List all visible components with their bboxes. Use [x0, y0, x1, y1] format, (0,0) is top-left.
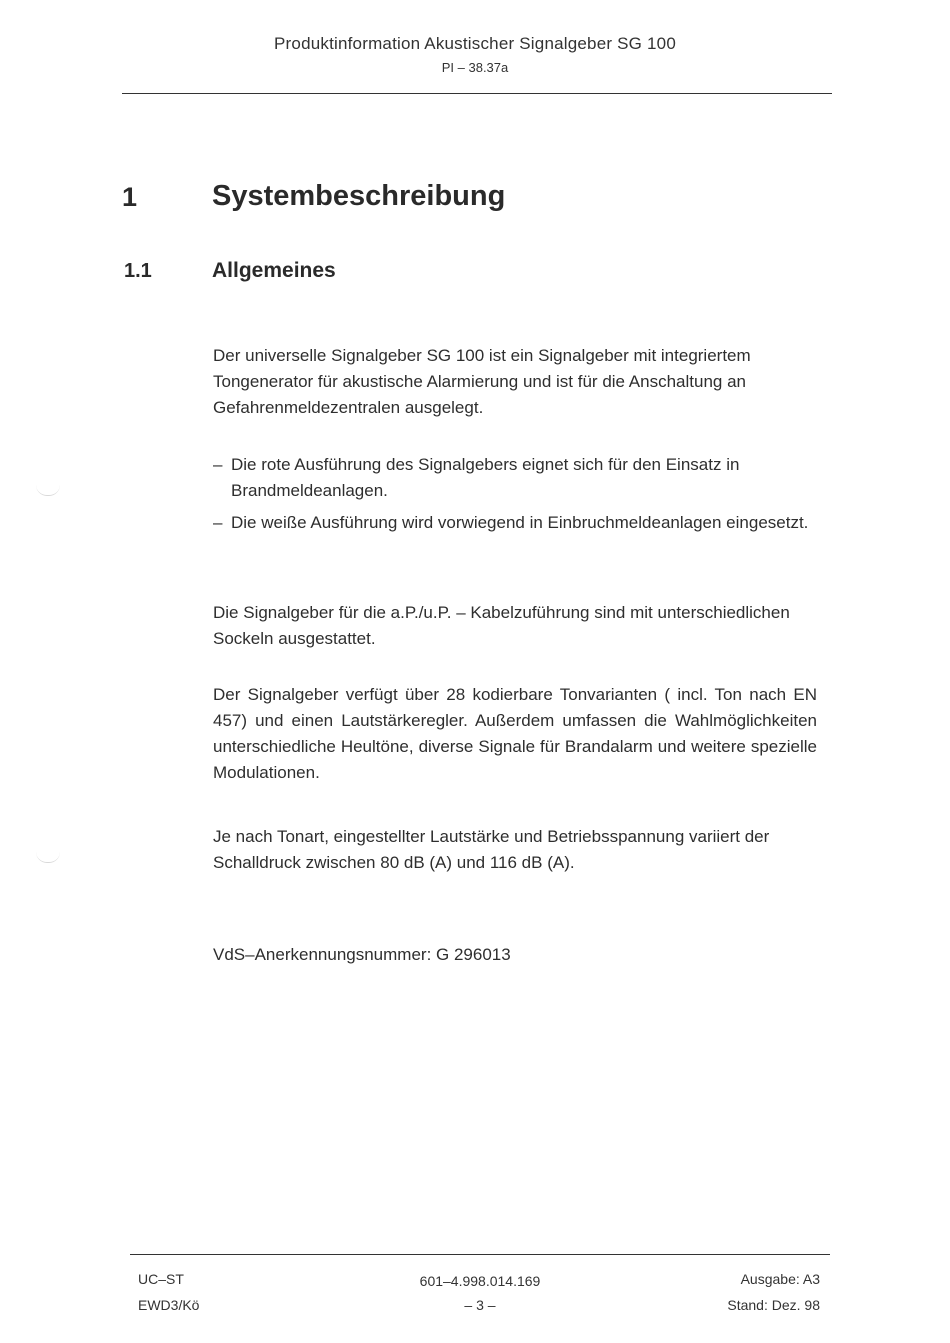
footer-page-number: – 3 –: [464, 1297, 496, 1313]
footer-document-id: 601–4.998.014.169: [419, 1273, 541, 1289]
subsection-title: Allgemeines: [212, 259, 336, 282]
section-number: 1: [122, 182, 138, 212]
list-item-text: Die weiße Ausführung wird vorwiegend in Einbruchmeldeanlagen eingesetzt.: [231, 513, 809, 532]
footer-department: UC–ST: [138, 1271, 184, 1287]
paragraph-sound-pressure: Je nach Tonart, eingestellter Lautstärke und Betriebsspannung variiert der Schalldruck zwischen 80 dB (A) und 116 dB (A).: [213, 827, 770, 872]
paragraph-intro: Der universelle Signalgeber SG 100 ist ein Signalgeber mit integriertem Tongenerator für akustische Alarmierung und ist für die Anschaltung an Gefahrenmeldezentralen ausgelegt.: [213, 346, 751, 417]
paragraph-tone-variants: Der Signalgeber verfügt über 28 kodierbare Tonvarianten ( incl. Ton nach EN 457) und einen Lautstärkeregler. Außerdem umfassen die Wahlmöglichkeiten unterschiedliche Heultöne, diverse Signale für Brandalarm und weitere spezielle Modulationen.: [213, 685, 817, 782]
header-document-number: PI – 38.37a: [441, 60, 509, 75]
punch-hole-mark: [36, 485, 60, 496]
footer-author: EWD3/Kö: [138, 1297, 200, 1313]
footer-edition: Ausgabe: A3: [740, 1271, 820, 1287]
footer-rule: [130, 1254, 830, 1255]
bullet-dash: –: [213, 513, 223, 532]
header-title: Produktinformation Akustischer Signalgeber SG 100: [274, 34, 676, 53]
list-item: [213, 510, 817, 536]
subsection-number: 1.1: [124, 260, 152, 282]
header-rule: [122, 93, 832, 94]
section-title: Systembeschreibung: [212, 180, 506, 212]
list-item: [213, 452, 817, 504]
footer-date: Stand: Dez. 98: [727, 1297, 820, 1313]
bullet-dash: –: [213, 455, 223, 474]
paragraph-sockets: Die Signalgeber für die a.P./u.P. – Kabelzuführung sind mit unterschiedlichen Sockeln ausgestattet.: [213, 603, 790, 648]
list-item-text: Die rote Ausführung des Signalgebers eignet sich für den Einsatz in Brandmeldeanlagen.: [231, 455, 740, 500]
punch-hole-mark: [36, 852, 60, 863]
vds-approval-number: VdS–Anerkennungsnummer: G 296013: [213, 945, 511, 964]
